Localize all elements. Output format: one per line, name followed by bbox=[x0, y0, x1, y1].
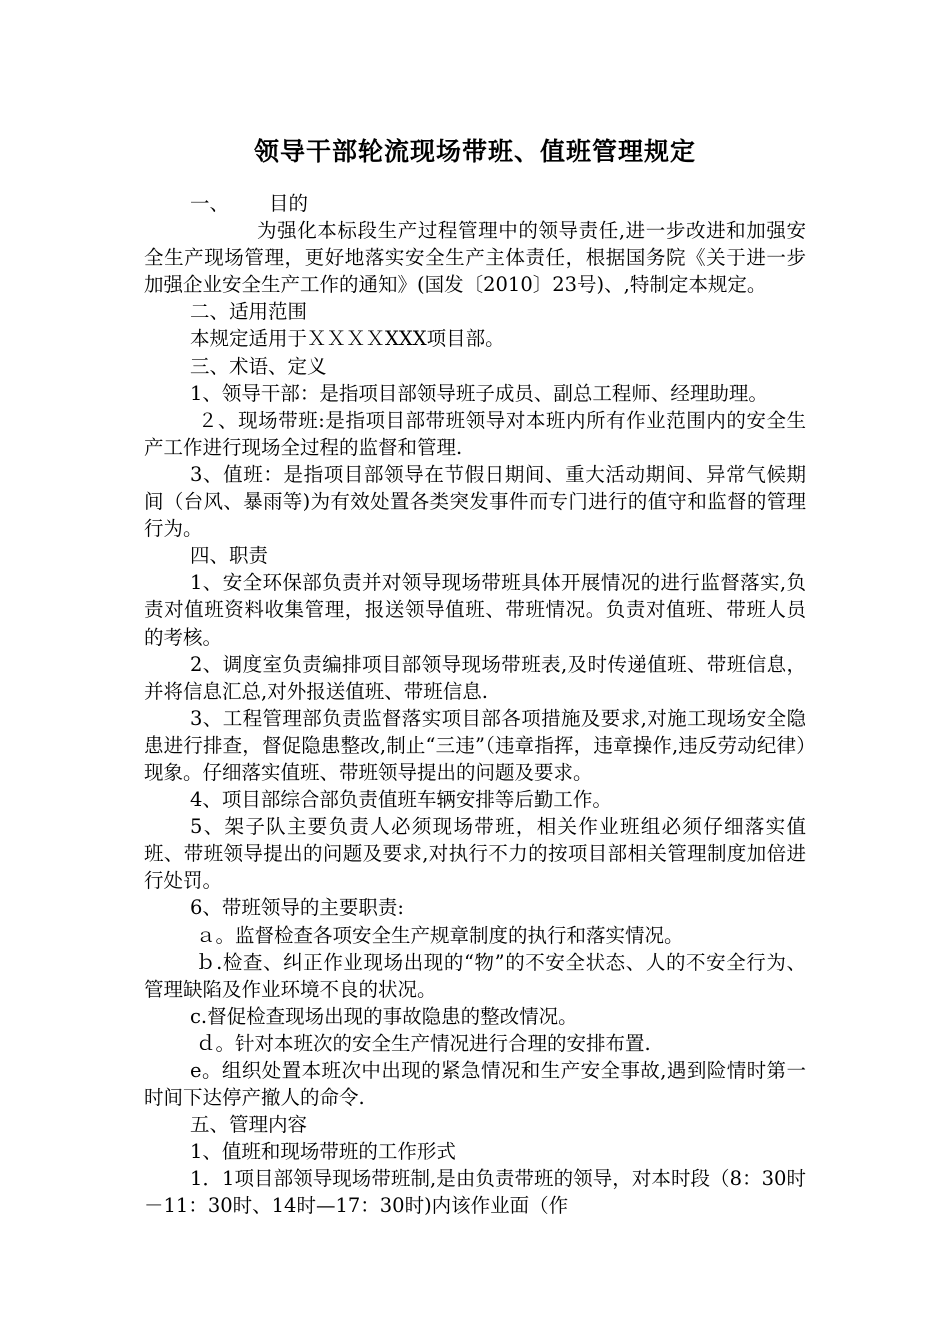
duty-subitem-c: c.督促检查现场出现的事故隐患的整改情况。 bbox=[190, 1004, 578, 1028]
duty-subitem-d: ｄ。针对本班次的安全生产情况进行合理的安排布置. bbox=[196, 1031, 651, 1055]
paragraph-scope: 本规定适用于ＸＸＸＸXXX项目部。 bbox=[190, 327, 505, 351]
section-heading-management: 五、管理内容 bbox=[190, 1113, 308, 1137]
section-heading-terms: 三、术语、定义 bbox=[190, 354, 327, 378]
duty-item-3: 3、工程管理部负责监督落实项目部各项措施及要求,对施工现场安全隐患进行排查，督促隐患整改,制止“三违”（违章指挥，违章操作,违反劳动纪律）现象。仔细落实值班、带班领导提出的问题及要求。 bbox=[144, 706, 806, 784]
document-body bbox=[144, 190, 806, 1220]
duty-subitem-a: ａ。监督检查各项安全生产规章制度的执行和落实情况。 bbox=[196, 923, 684, 947]
section-heading-duties: 四、职责 bbox=[190, 544, 269, 568]
section-heading-purpose bbox=[144, 190, 806, 217]
duty-item-6: 6、带班领导的主要职责: bbox=[190, 896, 404, 920]
section-title: 目的 bbox=[269, 192, 309, 215]
duty-item-1: 1、安全环保部负责并对领导现场带班具体开展情况的进行监督落实,负责对值班资料收集管理，报送领导值班、带班情况。负责对值班、带班人员的考核。 bbox=[144, 571, 806, 649]
duty-item-5: 5、架子队主要负责人必须现场带班，相关作业班组必须仔细落实值班、带班领导提出的问题及要求,对执行不力的按项目部相关管理制度加倍进行处罚。 bbox=[144, 815, 806, 893]
definition-leader: 1、领导干部：是指项目部领导班子成员、副总工程师、经理助理。 bbox=[190, 381, 768, 405]
duty-item-2: 2、调度室负责编排项目部领导现场带班表,及时传递值班、带班信息，并将信息汇总,对外报送值班、带班信息. bbox=[144, 652, 806, 703]
management-item-1-1: 1．1项目部领导现场带班制,是由负责带班的领导，对本时段（8：30时－11：30时、14时—17：30时)内该作业面（作 bbox=[144, 1167, 806, 1218]
section-heading-scope: 二、适用范围 bbox=[190, 300, 308, 324]
definition-onsite-duty: ２、现场带班:是指项目部带班领导对本班内所有作业范围内的安全生产工作进行现场全过程的监督和管理. bbox=[144, 408, 806, 459]
management-item-1: 1、值班和现场带班的工作形式 bbox=[190, 1140, 456, 1164]
paragraph-purpose: 为强化本标段生产过程管理中的领导责任,进一步改进和加强安全生产现场管理，更好地落实安全生产主体责任，根据国务院《关于进一步加强企业安全生产工作的通知》(国发〔2010〕23号)、,特制定本规定。 bbox=[144, 219, 806, 297]
section-number: 一、 bbox=[190, 192, 230, 215]
definition-on-call: 3、值班：是指项目部领导在节假日期间、重大活动期间、异常气候期间（台风、暴雨等)为有效处置各类突发事件而专门进行的值守和监督的管理行为。 bbox=[144, 462, 806, 541]
duty-subitem-e: e。组织处置本班次中出现的紧急情况和生产安全事故,遇到险情时第一时间下达停产撤人的命令. bbox=[144, 1059, 806, 1110]
duty-subitem-b: ｂ.检查、纠正作业现场出现的“物”的不安全状态、人的不安全行为、管理缺陷及作业环境不良的状况。 bbox=[144, 950, 806, 1001]
document-title: 领导干部轮流现场带班、值班管理规定 bbox=[253, 137, 696, 166]
duty-item-4: 4、项目部综合部负责值班车辆安排等后勤工作。 bbox=[190, 788, 612, 812]
